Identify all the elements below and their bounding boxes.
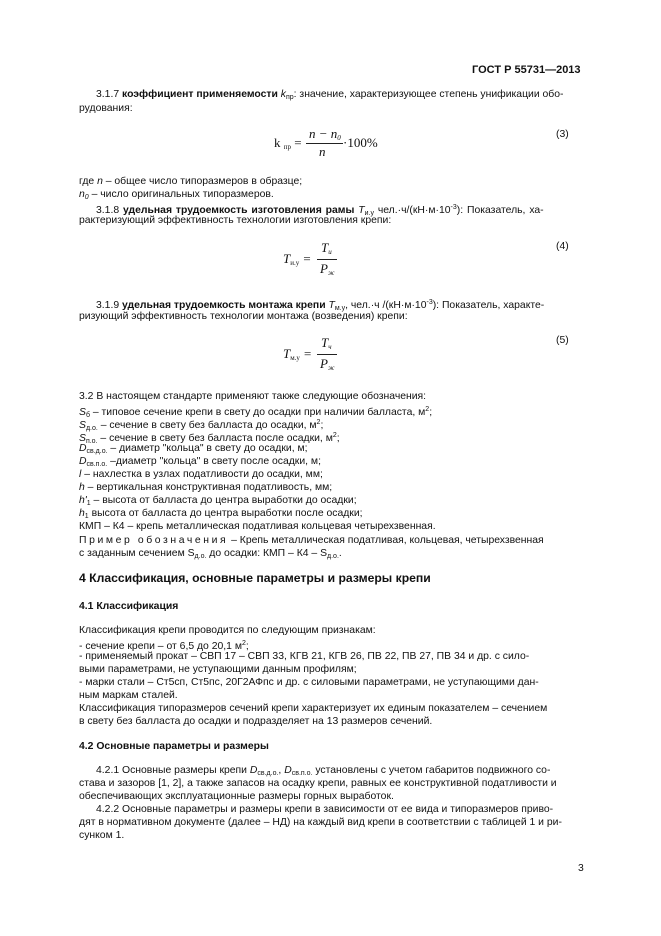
eq3-num-text: n − n [309, 126, 338, 141]
clause-3-2-intro: 3.2 В настоящем стандарте применяют также следующие обозначения: [79, 391, 427, 402]
symbol: D [79, 443, 87, 454]
symbol: n [97, 176, 103, 187]
definition-text: – нахлестка в узлах податливости до осадки, мм; [81, 469, 323, 480]
fraction-bar [317, 259, 337, 260]
eq4-top: T [321, 240, 329, 255]
term: удельная трудоемкость изготовления рамы [123, 205, 355, 216]
definition-text: – типовое сечение крепи в свету до осадки при наличии балласта, м [89, 407, 426, 418]
symbol-sub: д.о. [327, 553, 339, 560]
clause-4-2-1-line3: обеспечивающих эксплуатационные размеры горных выработок. [79, 791, 394, 802]
eq5-lhs: $T_{м.у}$ = [283, 346, 312, 362]
eq3-denominator: n [319, 144, 326, 159]
clause-4-2-2-line2: дят в нормативном документе (далее – НД) на каждый вид крепи в соответствии с таблицей 1 и ри- [79, 817, 562, 828]
where-line1 [79, 175, 302, 188]
symbol-sub: и.у [364, 210, 374, 217]
text: ; [245, 641, 249, 652]
text: ; [336, 433, 340, 444]
document-id: ГОСТ Р 55731—2013 [472, 64, 581, 76]
symbol: h [79, 482, 85, 493]
example-line1 [79, 534, 584, 547]
clause-3-1-7-line1 [96, 88, 563, 104]
symbol: S [79, 433, 86, 444]
example-line2 [79, 547, 342, 563]
symbol-list-item [79, 520, 436, 533]
unit: , чел.·ч /(кН·м·10 [345, 300, 427, 311]
symbol: l [79, 469, 82, 480]
text: – общее число типоразмеров в образце; [102, 176, 303, 187]
definition-text: КМП – К4 – крепь металлическая податливая кольцевая четырехзвенная. [79, 521, 436, 532]
definition-text: – вертикальная конструктивная податливость, мм; [84, 482, 333, 493]
eq4-numerator [321, 241, 332, 259]
text: , [278, 765, 285, 776]
symbol-sub: д.о. [194, 553, 207, 560]
symbol-sub: св.д.о. [257, 770, 279, 777]
fraction-bar [317, 354, 337, 355]
eq4-lhs-sub: и.у [290, 259, 300, 267]
term: удельная трудоемкость монтажа крепи [122, 300, 326, 311]
clause-3-1-7-line2: рудования: [79, 103, 133, 114]
text: – Крепь металлическая податливая, кольцевая, четырехзвенная [228, 535, 544, 546]
equation-number: (5) [556, 335, 569, 346]
symbol: T [328, 300, 335, 311]
eq4-bot-sub: ж [327, 269, 335, 277]
text: 4.2.1 Основные размеры крепи [96, 765, 250, 776]
definition-text: – сечение в свету без балласта до осадки, м [97, 420, 317, 431]
symbol-sub: м.у [334, 305, 346, 312]
text: . [338, 548, 342, 559]
text: до осадки: КМП – К4 – S [206, 548, 328, 559]
eq4-lhs: $T_{и.у}$ = [283, 251, 312, 267]
symbol-sub: св.п.о. [86, 461, 108, 468]
clause-number: 3.1.9 [96, 300, 120, 311]
symbol-list-item [79, 481, 332, 494]
symbol: D [284, 765, 292, 776]
eq4-top-sub: и [328, 248, 332, 256]
symbol: D [79, 456, 87, 467]
eq5-bot-sub: ж [327, 364, 335, 372]
clause-number: 3.1.7 [96, 89, 120, 100]
paragraph: Классификация крепи проводится по следующим признакам: [79, 625, 376, 636]
eq3-lhs: k $_{пр}$ = [274, 135, 302, 151]
text: – число оригинальных типоразмеров. [88, 189, 274, 200]
unit: чел.·ч/(кН·м·10 [373, 205, 451, 216]
clause-4-2-2-line1: 4.2.2 Основные параметры и размеры крепи в зависимости от ее вида и типоразмеров приво- [96, 804, 554, 815]
unit-sup: 2 [332, 432, 337, 439]
unit-sup: -3 [450, 204, 457, 211]
symbol: k [280, 89, 286, 100]
text: ; [320, 420, 324, 431]
symbol-sub: д.о. [85, 425, 98, 432]
symbol-sub: св.д.о. [86, 448, 108, 455]
text: с заданным сечением S [79, 548, 195, 559]
symbol: h [79, 508, 85, 519]
unit-sup: 2 [241, 640, 246, 647]
clause-number: 3.1.8 [96, 205, 120, 216]
definition-text: высота от балласта до центра выработки после осадки; [88, 508, 363, 519]
section-4-1-title: 4.1 Классификация [79, 601, 179, 612]
term: коэффициент применяемости [122, 89, 278, 100]
symbol-sub: 1 [86, 500, 91, 507]
text: где [79, 176, 98, 187]
text: ): Показатель, ха- [456, 205, 544, 216]
eq5-top-sub: ч [328, 343, 332, 351]
text: установлены с учетом габаритов подвижного со- [312, 765, 551, 776]
symbol: S [79, 420, 86, 431]
symbol-sub: 1 [84, 513, 89, 520]
clause-4-2-1-line2: става и зазоров [1, 2], а также запасов на осадку крепи, равных ее конструктивной податливости и [79, 778, 557, 789]
text: - сечение крепи – от 6,5 до 20,1 м [79, 641, 242, 652]
page-number: 3 [578, 863, 584, 874]
eq4-denominator [320, 262, 334, 280]
symbol: T [358, 205, 365, 216]
symbol-list-item [79, 468, 323, 481]
eq5-numerator [321, 336, 332, 354]
eq4-lhs-letter: T [283, 251, 291, 266]
eq5-top: T [321, 335, 329, 350]
definition-text: – диаметр "кольца" в свету до осадки, м; [107, 443, 308, 454]
eq5-lhs-letter: T [283, 346, 291, 361]
eq3-lhs-letter: k [274, 135, 281, 150]
eq3-tail: ·100% [343, 135, 378, 150]
symbol-sub: 0 [84, 194, 89, 201]
text: ; [429, 407, 433, 418]
unit-sup: 2 [425, 406, 430, 413]
example-label: Пример обозначения [79, 535, 229, 546]
paragraph-line2: в свету без балласта до осадки и подразделяет на 13 размеров сечений. [79, 716, 433, 727]
text: : значение, характеризующее степень унификации обо- [293, 89, 564, 100]
symbol: h' [79, 495, 87, 506]
symbol: S [79, 407, 86, 418]
eq3-num-sub: 0 [337, 134, 341, 142]
bullet-steel-line2: ным маркам сталей. [79, 690, 178, 701]
clause-3-1-9-line2: ризующий эффективность технологии монтажа (возведения) крепи: [79, 311, 408, 322]
unit-sup: -3 [426, 299, 433, 306]
symbol-sub: пр [285, 94, 294, 101]
bullet-steel-line1: - марки стали – Ст5сп, Ст5пс, 20Г2АФпс и др. с силовыми параметрами, не уступающими дан- [79, 677, 539, 688]
eq3-lhs-sub: пр [283, 143, 291, 151]
section-4-title: 4 Классификация, основные параметры и размеры крепи [79, 571, 431, 585]
definition-text: –диаметр "кольца" в свету после осадки, м; [107, 456, 321, 467]
eq5-bot: P [320, 356, 328, 371]
eq4-bot: P [320, 261, 328, 276]
eq5-lhs-sub: м.у [290, 354, 300, 362]
symbol: n [79, 189, 85, 200]
definition-text: – высота от балласта до центра выработки до осадки; [90, 495, 357, 506]
equation-number: (4) [556, 241, 569, 252]
symbol-sub: б [85, 412, 90, 419]
unit-sup: 2 [316, 419, 321, 426]
symbol: D [249, 765, 258, 776]
equation-number: (3) [556, 129, 569, 140]
clause-3-1-8-line2: рактеризующий эффективность технологии изготовления крепи: [79, 215, 392, 226]
symbol-sub: п.о. [85, 438, 98, 445]
bullet-profile-line2: выми параметрами, не уступающими данным профилям; [79, 664, 357, 675]
clause-4-2-2-line3: сунком 1. [79, 830, 125, 841]
text: ): Показатель, характе- [432, 300, 545, 311]
symbol-sub: св.п.о. [291, 770, 313, 777]
eq5-denominator [320, 357, 334, 375]
paragraph-line1: Классификация типоразмеров сечений крепи характеризует их единым показателем – сечением [79, 703, 548, 714]
section-4-2-title: 4.2 Основные параметры и размеры [79, 741, 269, 752]
bullet-profile-line1: - применяемый прокат – СВП 17 – СВП 33, КГВ 21, КГВ 26, ПВ 22, ПВ 27, ПВ 34 и др. с сило- [79, 651, 530, 662]
definition-text: – сечение в свету без балласта после осадки, м [97, 433, 333, 444]
